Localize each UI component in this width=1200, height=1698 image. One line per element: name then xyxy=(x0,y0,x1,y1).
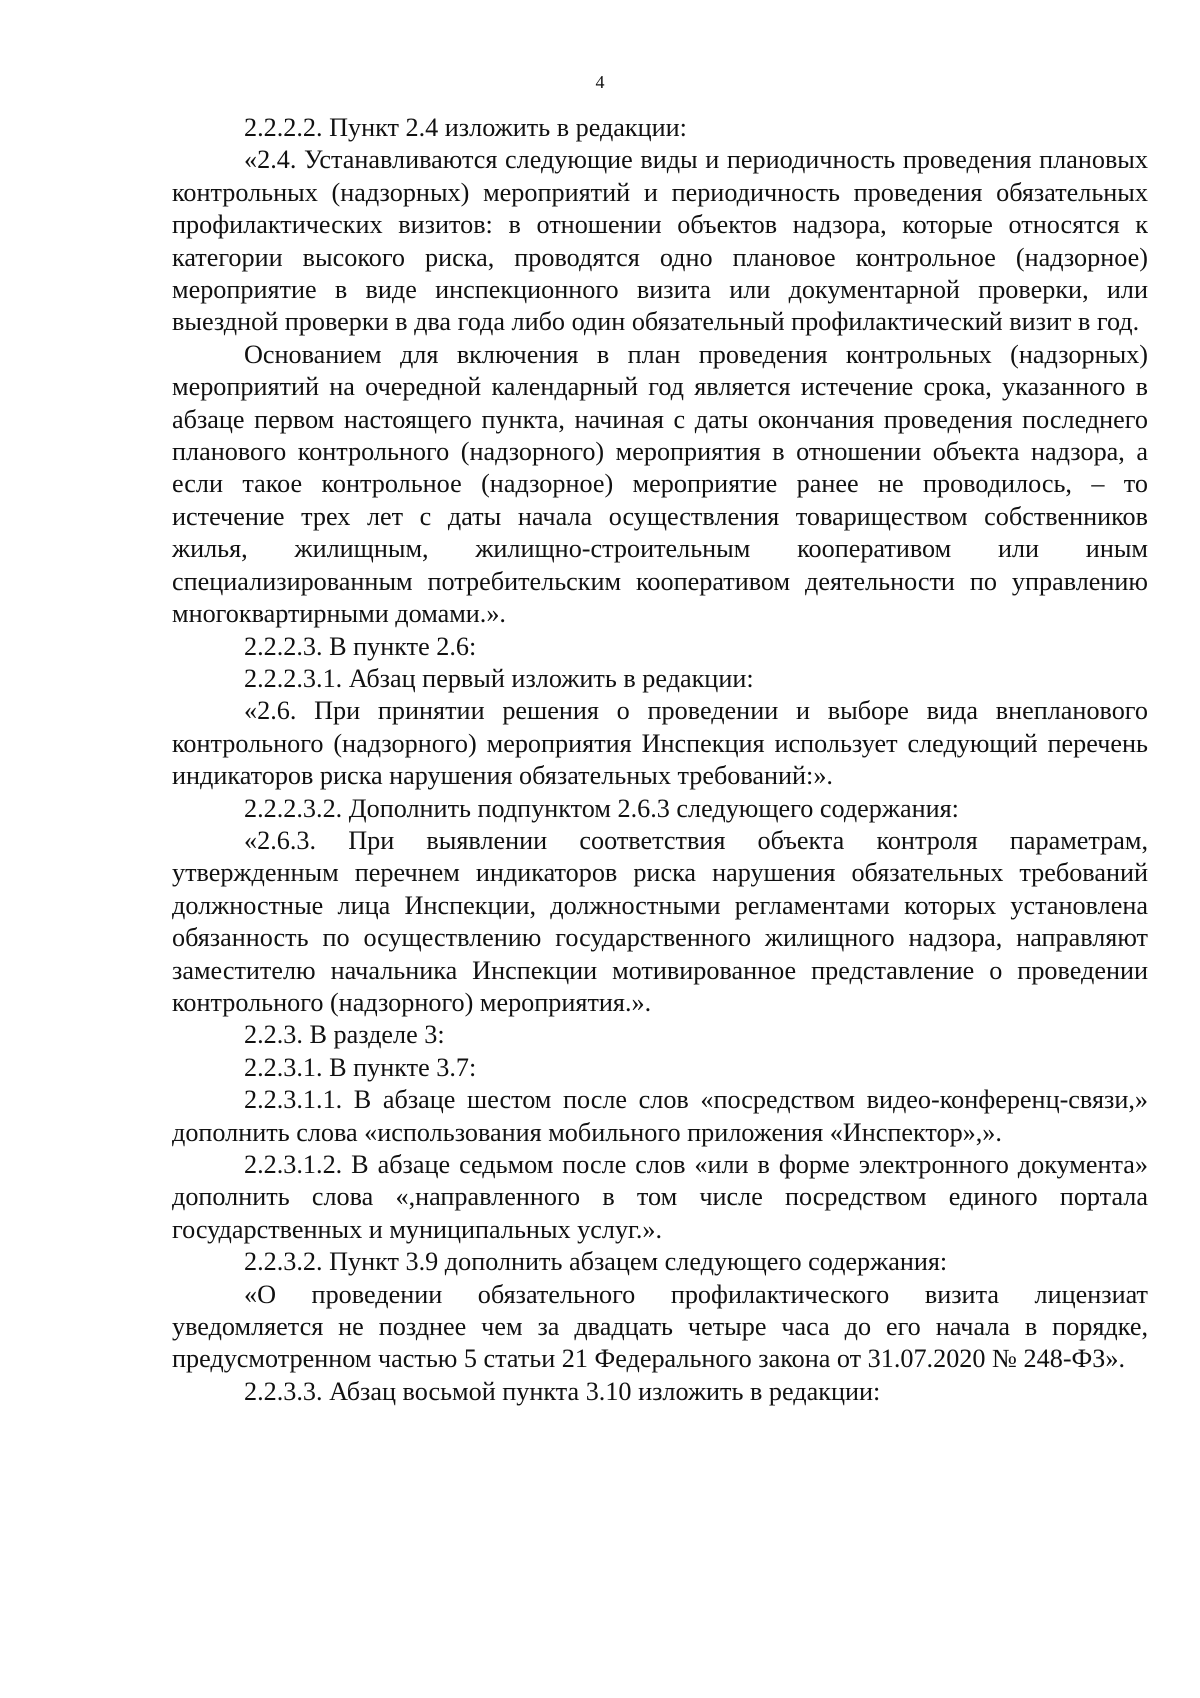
paragraph-2-2-2-3-1: 2.2.2.3.1. Абзац первый изложить в редакции: xyxy=(244,663,754,693)
paragraph-2-2-3: 2.2.3. В разделе 3: xyxy=(244,1020,445,1050)
paragraph-2-4-text: «2.4. Устанавливаются следующие виды и периодичность проведения плановых контрольных (надзорных) мероприятий и периодичность проведения обязательных профилактических визитов: в отношении объектов надзора, которые относятся к категории высокого риска, проводятся одно плановое контрольное (надзорное) мероприятие в виде инспекционного визита или документарной проверки, или выездной проверки в два года либо один обязательный профилактический визит в год. xyxy=(172,145,1148,337)
page-number: 4 xyxy=(595,72,605,92)
paragraph-2-2-2-2: 2.2.2.2. Пункт 2.4 изложить в редакции: xyxy=(244,113,687,142)
paragraph-2-2-3-1-1: 2.2.3.1.1. В абзаце шестом после слов «посредством видео-конференц-связи,» дополнить слова «использования мобильного приложения «Инспектор»,». xyxy=(172,1085,1148,1147)
paragraph-2-2-3-3: 2.2.3.3. Абзац восьмой пункта 3.10 изложить в редакции: xyxy=(244,1376,881,1406)
document-body xyxy=(172,112,1148,1408)
paragraph-3-9-addition: «О проведении обязательного профилактического визита лицензиат уведомляется не позднее чем за двадцать четыре часа до его начала в порядке, предусмотренном частью 5 статьи 21 Федерального закона от 31.07.2020 № 248-ФЗ». xyxy=(172,1279,1148,1374)
paragraph-2-6-3-text: «2.6.3. При выявлении соответствия объекта контроля параметрам, утвержденным перечнем индикаторов риска нарушения обязательных требований должностные лица Инспекции, должностными регламентами которых установлена обязанность по осуществлению государственного жилищного надзора, направляют заместителю начальника Инспекции мотивированное представление о проведении контрольного (надзорного) мероприятия.». xyxy=(172,825,1148,1017)
paragraph-2-2-3-1: 2.2.3.1. В пункте 3.7: xyxy=(244,1052,477,1082)
paragraph-2-2-2-3-2: 2.2.2.3.2. Дополнить подпунктом 2.6.3 следующего содержания: xyxy=(244,793,959,823)
paragraph-2-6-text: «2.6. При принятии решения о проведении и выборе вида внепланового контрольного (надзорного) мероприятия Инспекция использует следующий перечень индикаторов риска нарушения обязательных требований:». xyxy=(172,696,1148,791)
paragraph-basis-for-plan: Основанием для включения в план проведения контрольных (надзорных) мероприятий на очередной календарный год является истечение срока, указанного в абзаце первом настоящего пункта, начиная с даты окончания проведения последнего планового контрольного (надзорного) мероприятия в отношении объекта надзора, а если такое контрольное (надзорное) мероприятие ранее не проводилось, – то истечение трех лет с даты начала осуществления товариществом собственников жилья, жилищным, жилищно-строительным кооперативом или иным специализированным потребительским кооперативом деятельности по управлению многоквартирными домами.». xyxy=(172,339,1148,629)
paragraph-2-2-2-3: 2.2.2.3. В пункте 2.6: xyxy=(244,631,477,661)
paragraph-2-2-3-1-2: 2.2.3.1.2. В абзаце седьмом после слов «или в форме электронного документа» дополнить слова «,направленного в том числе посредством единого портала государственных и муниципальных услуг.». xyxy=(172,1150,1148,1244)
paragraph-2-2-3-2: 2.2.3.2. Пункт 3.9 дополнить абзацем следующего содержания: xyxy=(244,1247,948,1277)
